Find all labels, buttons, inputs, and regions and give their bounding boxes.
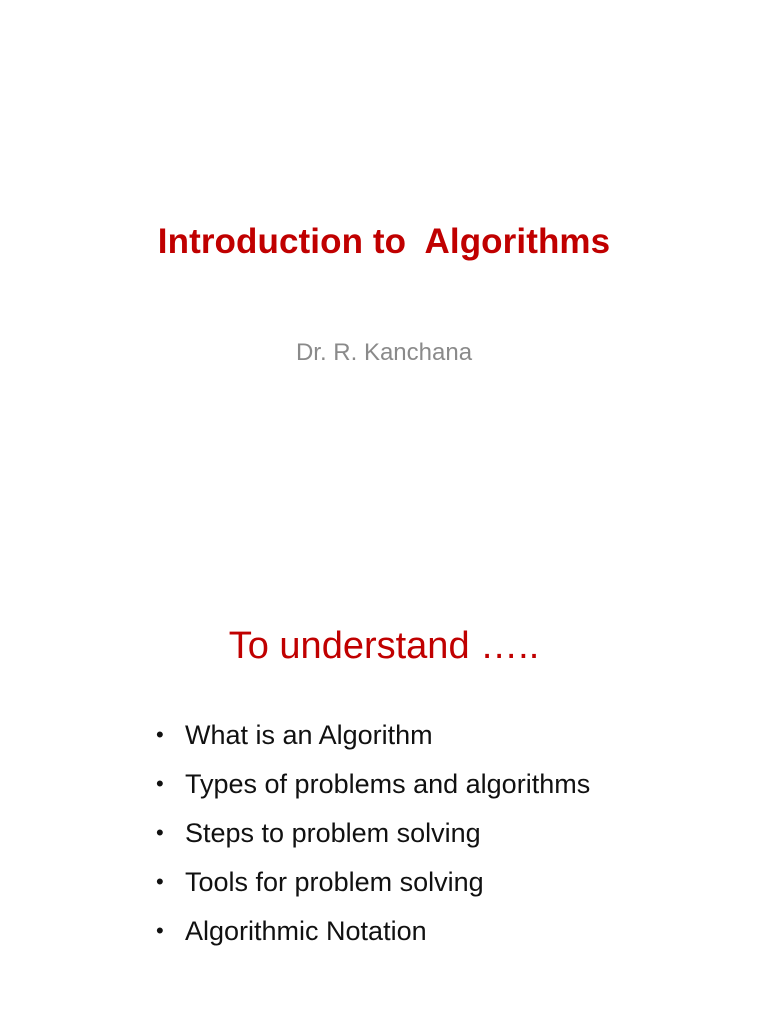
bullet-icon: •: [156, 869, 164, 894]
list-item: [156, 712, 590, 761]
slide-title: Introduction to Algorithms: [157, 222, 611, 261]
bullet-list: [156, 712, 590, 957]
bullet-icon: •: [156, 771, 164, 796]
list-item: [156, 908, 590, 957]
list-item-text: Steps to problem solving: [185, 818, 481, 848]
list-item-text: Algorithmic Notation: [185, 916, 427, 946]
list-item: [156, 810, 590, 859]
list-item-text: Tools for problem solving: [185, 867, 484, 897]
list-item-text: What is an Algorithm: [185, 720, 433, 750]
slide-author: Dr. R. Kanchana: [295, 339, 473, 366]
section-heading: To understand …..: [228, 625, 540, 667]
content-slide: [0, 512, 768, 1024]
list-item: [156, 859, 590, 908]
bullet-icon: •: [156, 918, 164, 943]
list-item-text: Types of problems and algorithms: [185, 769, 591, 799]
list-item: [156, 761, 590, 810]
bullet-icon: •: [156, 820, 164, 845]
bullet-icon: •: [156, 722, 164, 747]
